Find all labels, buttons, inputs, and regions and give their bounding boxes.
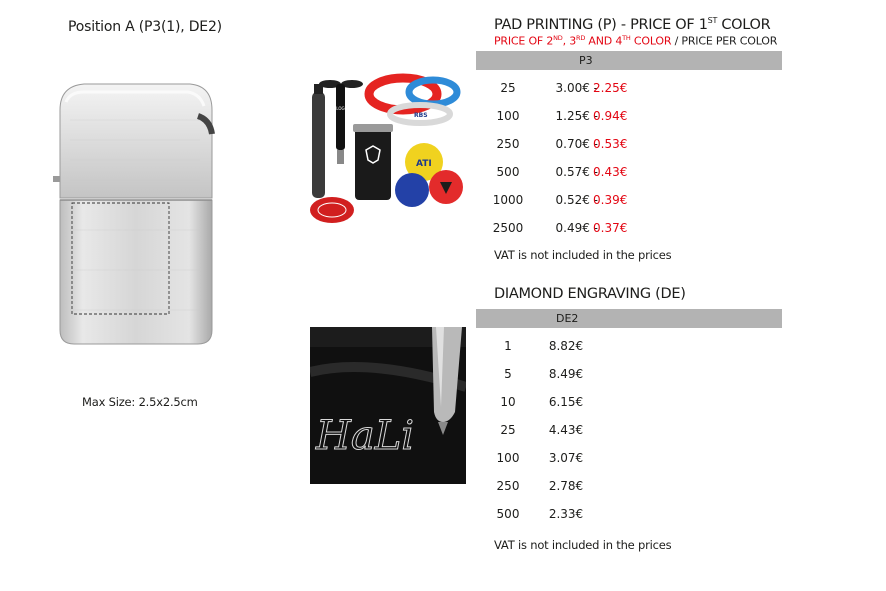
table-row: 100 3.07€ [496,451,584,465]
position-title: Position A (P3(1), DE2) [68,19,222,35]
pad-vat-note: VAT is not included in the prices [494,248,672,262]
table-row: 1 8.82€ [504,339,584,353]
table-row: 5 8.49€ [504,367,584,381]
table-row: 25 3.00€ - 2.25€ [500,81,628,95]
table-row: 25 4.43€ [500,423,584,437]
diamond-engraving-header: DE2 [476,309,782,328]
pad-printing-title: PAD PRINTING (P) - PRICE OF 1ST COLOR [494,16,771,33]
svg-text:HaLi: HaLi [316,413,415,459]
table-row: 100 1.25€ - 0.94€ [496,109,628,123]
table-row: 500 0.57€ - 0.43€ [496,165,628,179]
promo-products-photo [308,70,466,228]
table-row: 250 0.70€ - 0.53€ [496,137,628,151]
diamond-engraving-title: DIAMOND ENGRAVING (DE) [494,286,686,302]
table-row: 2500 0.49€ - 0.37€ [492,221,628,235]
svg-text:RBS: RBS [414,112,428,119]
svg-text:ATI: ATI [416,159,432,169]
table-row: 500 2.33€ [496,507,584,521]
table-row: 10 6.15€ [500,395,584,409]
max-size-label: Max Size: 2.5x2.5cm [82,395,198,409]
pad-printing-subtitle: PRICE OF 2ND, 3RD AND 4TH COLOR / PRICE PER COLOR [494,34,778,48]
lighter-product-image [40,80,292,380]
engraving-example-photo [310,327,466,484]
table-row: 250 2.78€ [496,479,584,493]
fan-logo: LOGO [336,106,348,111]
pad-printing-header: P3 [476,51,782,70]
de-vat-note: VAT is not included in the prices [494,538,672,552]
table-row: 1000 0.52€ - 0.39€ [492,193,628,207]
